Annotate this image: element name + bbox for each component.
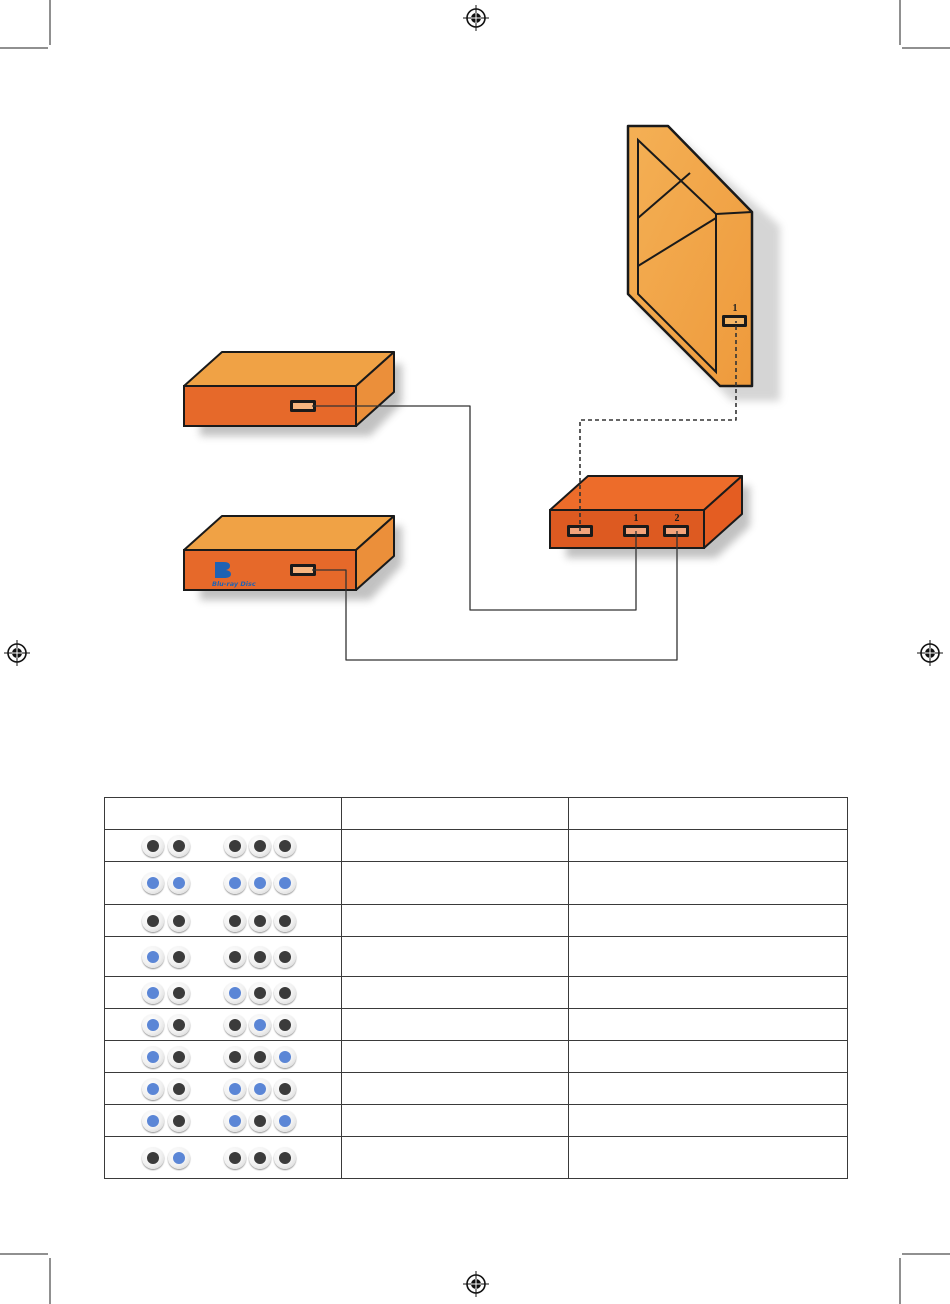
left-led-1-on [142,946,164,968]
left-led-2-off [168,1014,190,1036]
table-cell-col2 [342,1073,569,1105]
registration-mark-bottom [463,1271,489,1297]
right-led-1-on [224,872,246,894]
left-led-1-on [142,1046,164,1068]
left-led-2-on [168,1147,190,1169]
table-cell-col2 [342,862,569,905]
table-cell-col2 [342,977,569,1009]
left-led-2-off [168,946,190,968]
left-led-2-off [168,1046,190,1068]
left-led-1-off [142,910,164,932]
right-led-2-off [249,1046,271,1068]
registration-mark-right [917,640,943,666]
table-cell-col3 [569,862,848,905]
right-led-3-off [274,835,296,857]
left-led-1-on [142,1014,164,1036]
led-indicator-cell [105,1073,342,1105]
registration-mark-left [4,640,30,666]
header-cell-2 [342,798,569,830]
table-cell-col2 [342,905,569,937]
table-row [105,905,848,937]
table-cell-col3 [569,1073,848,1105]
table-header-row [105,798,848,830]
left-led-1-off [142,835,164,857]
right-led-1-off [224,1014,246,1036]
right-led-1-off [224,910,246,932]
left-led-2-off [168,1078,190,1100]
right-led-2-off [249,982,271,1004]
right-led-1-on [224,982,246,1004]
table-cell-col2 [342,1137,569,1179]
right-led-3-off [274,1078,296,1100]
led-indicator-cell [105,937,342,977]
right-led-2-on [249,1014,271,1036]
table-cell-col2 [342,830,569,862]
led-indicator-cell [105,905,342,937]
table-cell-col3 [569,830,848,862]
right-led-3-on [274,1110,296,1132]
right-led-3-off [274,1014,296,1036]
right-led-1-off [224,946,246,968]
media-box [184,352,402,436]
table-cell-col3 [569,1105,848,1137]
switch-port-1-label: 1 [633,513,639,524]
bluray-logo-text: Blu-ray Disc [212,580,256,588]
right-led-2-off [249,946,271,968]
table-row [105,1041,848,1073]
header-cell-3 [569,798,848,830]
right-led-2-on [249,1078,271,1100]
left-led-2-off [168,835,190,857]
tv-port-label: 1 [732,303,738,314]
left-led-2-on [168,872,190,894]
right-led-1-on [224,1078,246,1100]
table-cell-col2 [342,1009,569,1041]
table-cell-col3 [569,1137,848,1179]
bluray-player [184,516,402,600]
led-indicator-cell [105,977,342,1009]
header-cell-indicators [105,798,342,830]
right-led-2-off [249,1110,271,1132]
table-row [105,862,848,905]
table-row [105,977,848,1009]
left-led-1-on [142,982,164,1004]
left-led-1-on [142,1078,164,1100]
left-led-2-off [168,982,190,1004]
led-indicator-cell [105,1105,342,1137]
table-cell-col3 [569,937,848,977]
table-row [105,1137,848,1179]
registration-mark-top [463,5,489,31]
right-led-1-off [224,1046,246,1068]
left-led-1-off [142,1147,164,1169]
right-led-1-on [224,1110,246,1132]
switch-port-2-label: 2 [674,513,680,524]
table-cell-col2 [342,1105,569,1137]
led-status-table [104,797,848,1179]
right-led-2-off [249,1147,271,1169]
left-led-1-on [142,872,164,894]
right-led-1-off [224,835,246,857]
right-led-3-on [274,1046,296,1068]
right-led-2-off [249,835,271,857]
led-indicator-cell [105,862,342,905]
table-row [105,1009,848,1041]
led-indicator-cell [105,1137,342,1179]
left-led-2-off [168,1110,190,1132]
led-indicator-cell [105,1041,342,1073]
table-row [105,1073,848,1105]
table-row [105,937,848,977]
led-indicator-cell [105,1009,342,1041]
table-row [105,1105,848,1137]
left-led-1-on [142,1110,164,1132]
led-indicator-cell [105,830,342,862]
right-led-3-off [274,946,296,968]
right-led-3-off [274,982,296,1004]
table-cell-col3 [569,1009,848,1041]
table-cell-col3 [569,905,848,937]
table-cell-col2 [342,937,569,977]
table-row [105,830,848,862]
right-led-1-off [224,1147,246,1169]
right-led-3-off [274,910,296,932]
right-led-2-on [249,872,271,894]
left-led-2-off [168,910,190,932]
right-led-2-off [249,910,271,932]
right-led-3-on [274,872,296,894]
table-cell-col3 [569,1041,848,1073]
table-cell-col2 [342,1041,569,1073]
table-cell-col3 [569,977,848,1009]
right-led-3-off [274,1147,296,1169]
tv [628,126,780,401]
